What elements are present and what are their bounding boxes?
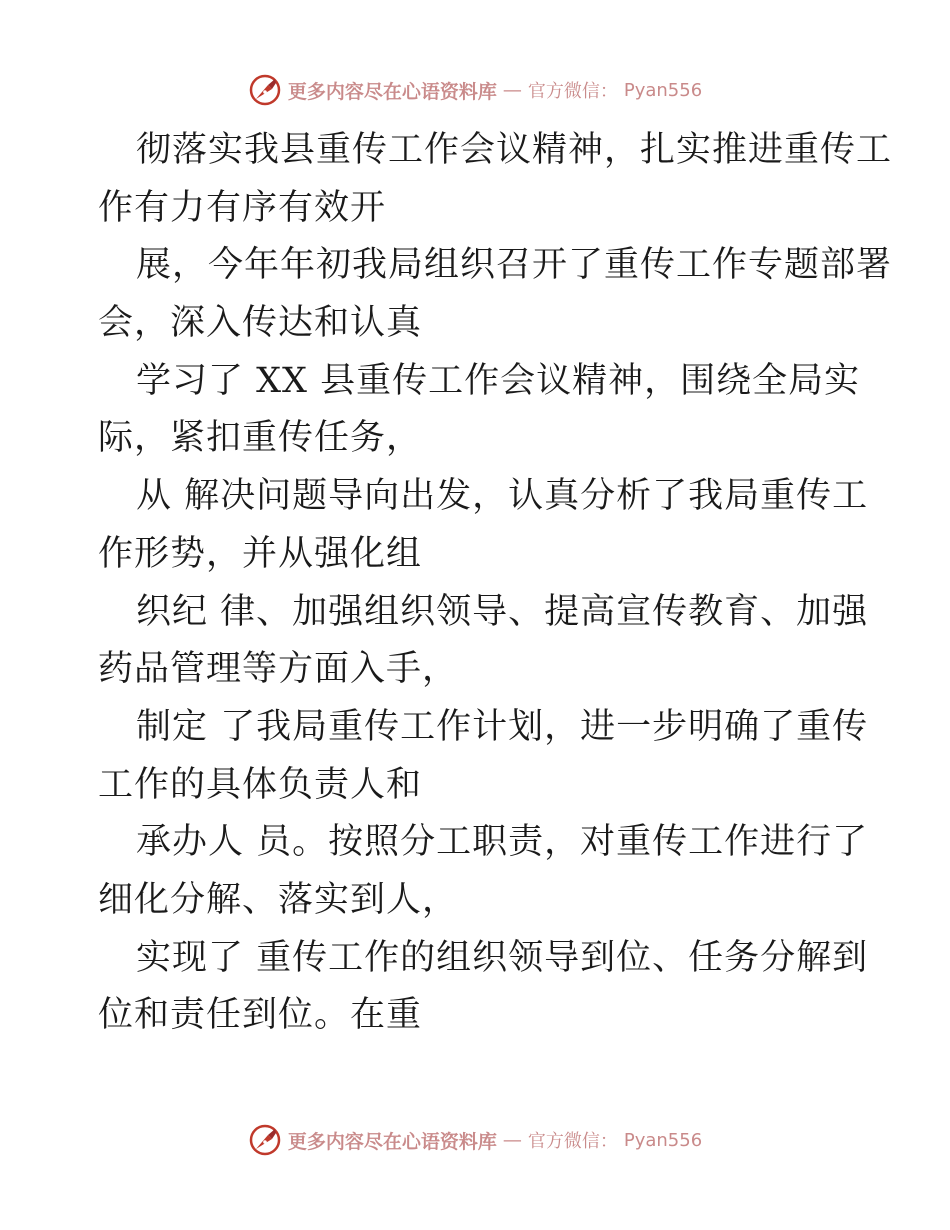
text-line: 细化分解、落实到人，	[98, 879, 459, 920]
text-line: 药品管理等方面入手，	[98, 649, 459, 690]
text-line: 制定 了我局重传工作计划，进一步明确了重传	[136, 706, 869, 747]
pen-nib-logo-icon	[248, 73, 282, 107]
text-line: 工作的具体负责人和	[98, 764, 423, 805]
text-line: 展，今年年初我局组织召开了重传工作专题部署	[136, 245, 893, 286]
text-line: 织纪 律、加强组织领导、提高宣传教育、加强	[136, 591, 869, 632]
banner-site-name: 更多内容尽在心语资料库	[287, 80, 497, 103]
text-line: 彻落实我县重传工作会议精神，扎实推进重传工	[136, 130, 893, 170]
banner-separator: —	[502, 1129, 522, 1151]
footer-banner	[0, 1120, 950, 1160]
banner-wechat-id: Pyan556	[623, 79, 703, 101]
text-line: 承办人 员。按照分工职责，对重传工作进行了	[136, 822, 869, 863]
text-line: 际，紧扣重传任务，	[98, 418, 423, 459]
header-banner	[0, 70, 950, 110]
text-line: 从 解决问题导向出发，认真分析了我局重传工	[136, 476, 869, 517]
document-body	[98, 122, 893, 1045]
banner-site-name: 更多内容尽在心语资料库	[287, 1130, 497, 1153]
pen-nib-logo-icon	[248, 1123, 282, 1157]
text-line: 作有力有序有效开	[98, 187, 387, 228]
text-line: 实现了 重传工作的组织领导到位、任务分解到	[136, 937, 869, 978]
banner-wechat-label: 官方微信：	[527, 81, 618, 102]
banner-wechat-label: 官方微信：	[527, 1131, 618, 1152]
text-line: 位和责任到位。在重	[98, 995, 423, 1036]
text-line: 学习了 XX 县重传工作会议精神，围绕全局实	[136, 360, 861, 401]
text-line: 作形势，并从强化组	[98, 533, 423, 574]
text-line: 会，深入传达和认真	[98, 303, 423, 344]
banner-separator: —	[502, 79, 522, 101]
banner-wechat-id: Pyan556	[623, 1129, 703, 1151]
